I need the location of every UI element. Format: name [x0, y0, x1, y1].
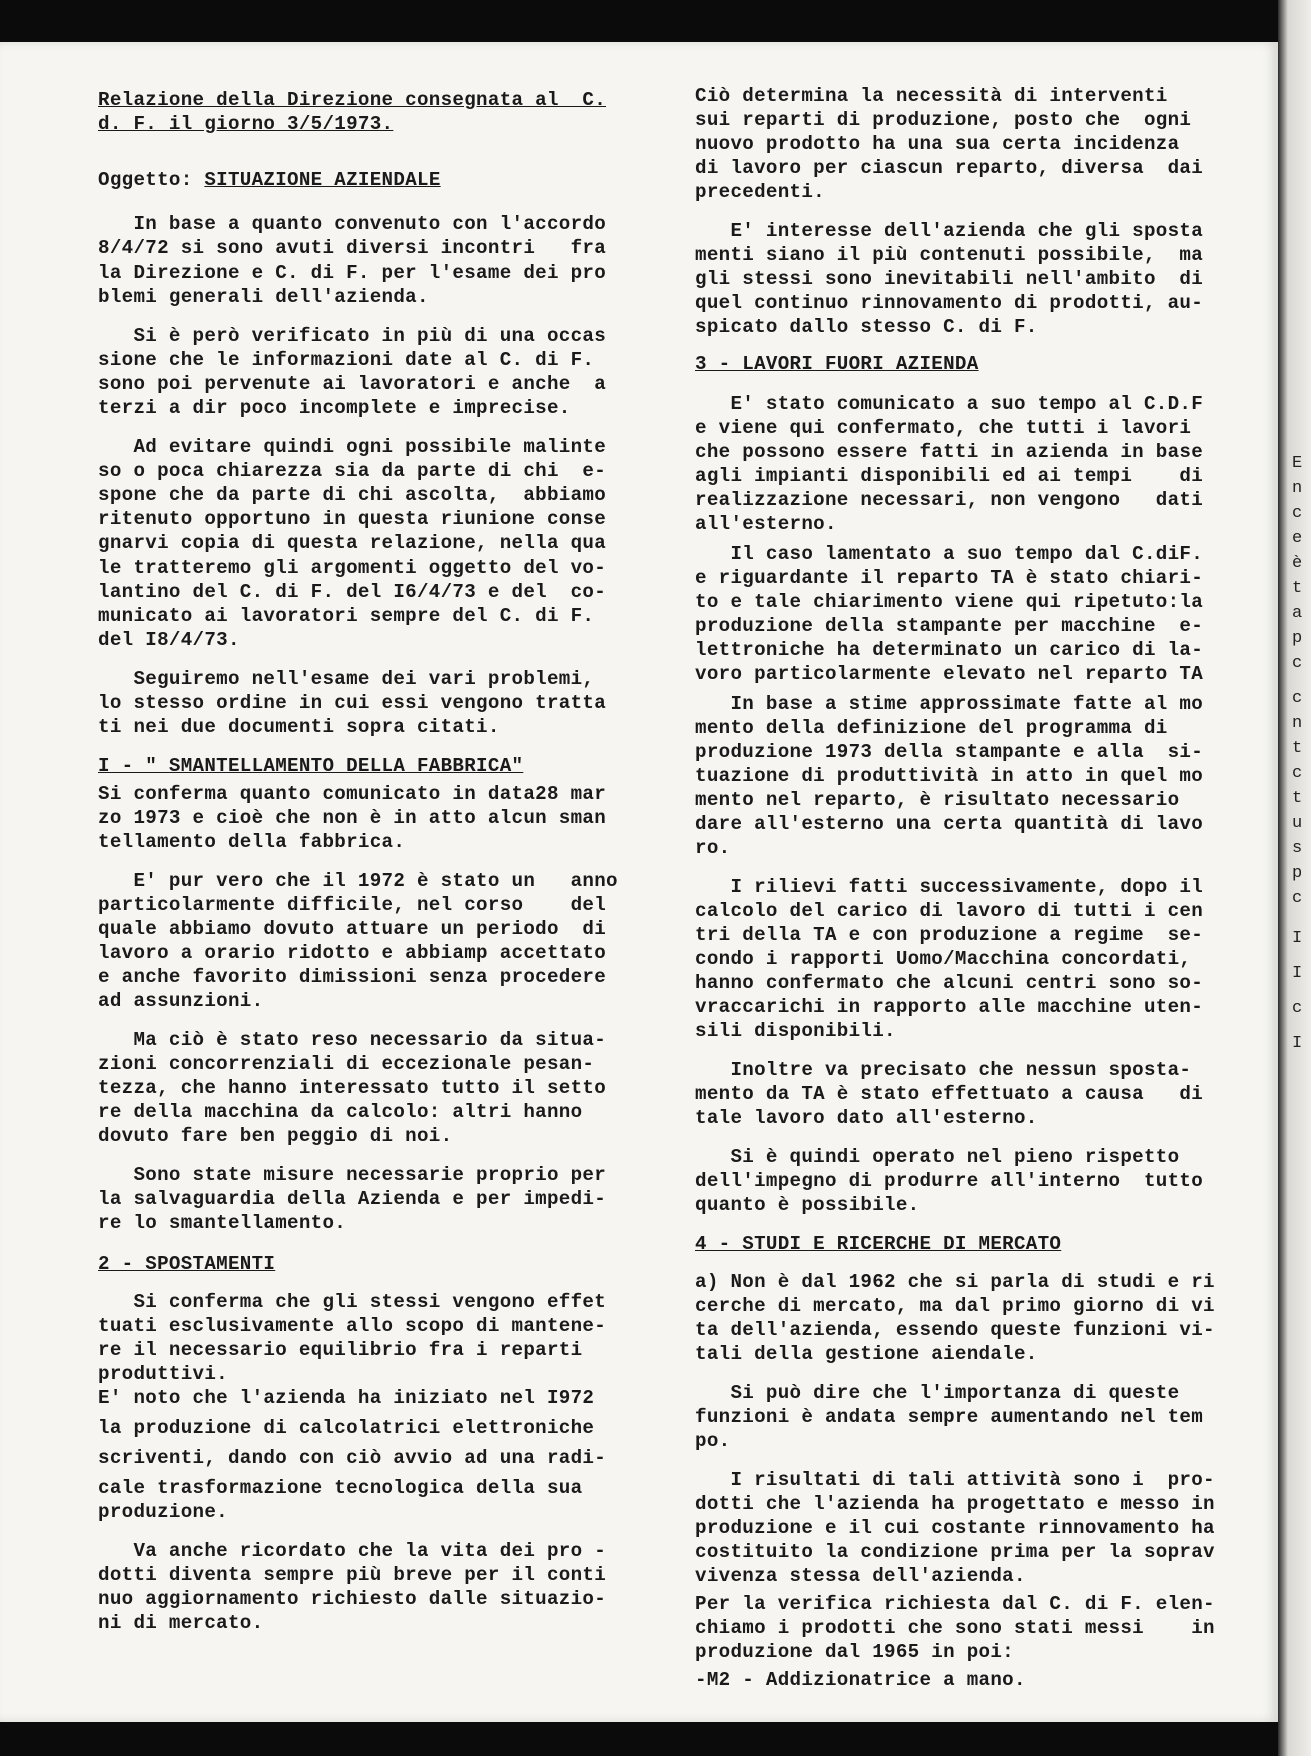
left-column-line: dovuto fare ben peggio di noi. — [98, 1125, 453, 1147]
right-column-line: costituito la condizione prima per la soprav — [695, 1541, 1215, 1563]
right-column-line: -M2 - Addizionatrice a mano. — [695, 1669, 1026, 1691]
right-column-line: 3 - LAVORI FUORI AZIENDA — [695, 353, 979, 375]
right-column-line: I rilievi fatti successivamente, dopo il — [695, 876, 1204, 898]
right-column-line: dare all'esterno una certa quantità di lavo — [695, 813, 1204, 835]
left-column-line: produttivi. — [98, 1363, 228, 1385]
edge-fragment: n — [1292, 714, 1303, 733]
left-column-line: zo 1973 e cioè che non è in atto alcun sman — [98, 807, 607, 829]
left-column-line: cale trasformazione tecnologica della sua — [98, 1477, 583, 1499]
left-column-line: Sono state misure necessarie proprio per — [98, 1164, 607, 1186]
right-column-line: gli stessi sono inevitabili nell'ambito di — [695, 268, 1204, 290]
left-column-line: terzi a dir poco incomplete e imprecise. — [98, 397, 571, 419]
left-column-line: nuo aggiornamento richiesto dalle situazio- — [98, 1588, 607, 1610]
right-column-line: Inoltre va precisato che nessun sposta- — [695, 1059, 1192, 1081]
right-column-line: che possono essere fatti in azienda in base — [695, 441, 1204, 463]
right-column-line: Si è quindi operato nel pieno rispetto — [695, 1146, 1180, 1168]
left-column-line: I - " SMANTELLAMENTO DELLA FABBRICA" — [98, 755, 524, 777]
right-column-line: vraccarichi in rapporto alle macchine uten- — [695, 996, 1204, 1018]
right-column-line: funzioni è andata sempre aumentando nel tem — [695, 1406, 1204, 1428]
right-column-line: Ciò determina la necessità di interventi — [695, 85, 1168, 107]
edge-fragment: c — [1292, 889, 1303, 908]
left-column-line: sono poi pervenute ai lavoratori e anche a — [98, 373, 607, 395]
left-column-line: zioni concorrenziali di eccezionale pesan- — [98, 1053, 595, 1075]
left-column-line: lavoro a orario ridotto e abbiamp accettato — [98, 942, 607, 964]
edge-fragment: c — [1292, 504, 1303, 523]
document-header-line-1: Relazione della Direzione consegnata al C. — [98, 89, 607, 111]
right-column-line: agli impianti disponibili ed ai tempi di — [695, 465, 1204, 487]
right-column-line: calcolo del carico di lavoro di tutti i cen — [695, 900, 1204, 922]
right-column-line: ta dell'azienda, essendo queste funzioni vi- — [695, 1319, 1215, 1341]
right-column-line: po. — [695, 1430, 731, 1452]
edge-fragment: n — [1292, 479, 1303, 498]
right-column-line: E' interesse dell'azienda che gli sposta — [695, 220, 1204, 242]
right-column-line: 4 - STUDI E RICERCHE DI MERCATO — [695, 1233, 1062, 1255]
right-column-line: hanno confermato che alcuni centri sono so- — [695, 972, 1204, 994]
edge-fragment: I — [1292, 929, 1303, 948]
right-column-line: menti siano il più contenuti possibile, ma — [695, 244, 1204, 266]
right-column-line: mento nel reparto, è risultato necessario — [695, 789, 1180, 811]
right-column-line: voro particolarmente elevato nel reparto TA — [695, 663, 1204, 685]
right-column-line: tale lavoro dato all'esterno. — [695, 1107, 1038, 1129]
document-page — [0, 42, 1278, 1722]
edge-fragment: c — [1292, 654, 1303, 673]
left-column-line: re lo smantellamento. — [98, 1212, 347, 1234]
subject-line — [98, 168, 441, 192]
left-column-line: ni di mercato. — [98, 1612, 264, 1634]
edge-fragment: p — [1292, 629, 1303, 648]
right-column-line: E' stato comunicato a suo tempo al C.D.F — [695, 393, 1204, 415]
edge-fragment: è — [1292, 554, 1303, 573]
right-column-line: dotti che l'azienda ha progettato e messo in — [695, 1493, 1215, 1515]
edge-fragment: E — [1292, 454, 1303, 473]
left-column-line: ritenuto opportuno in questa riunione conse — [98, 508, 607, 530]
right-column-line: e riguardante il reparto TA è stato chiari- — [695, 567, 1204, 589]
right-column-line: chiamo i prodotti che sono stati messi in — [695, 1617, 1215, 1639]
left-column-line: Ma ciò è stato reso necessario da situa- — [98, 1029, 607, 1051]
edge-fragment: a — [1292, 604, 1303, 623]
left-column-line: Si è però verificato in più di una occas — [98, 325, 607, 347]
edge-fragment: e — [1292, 529, 1303, 548]
right-column-line: I risultati di tali attività sono i pro- — [695, 1469, 1215, 1491]
left-column-line: so o poca chiarezza sia da parte di chi e- — [98, 460, 607, 482]
edge-fragment: c — [1292, 764, 1303, 783]
left-column-line: ti nei due documenti sopra citati. — [98, 716, 500, 738]
right-column-line: Si può dire che l'importanza di queste — [695, 1382, 1180, 1404]
left-column-line: scriventi, dando con ciò avvio ad una radi- — [98, 1447, 607, 1469]
right-column-line: cerche di mercato, ma dal primo giorno di vi — [695, 1295, 1215, 1317]
edge-fragment: t — [1292, 789, 1303, 808]
edge-fragment: I — [1292, 964, 1303, 983]
edge-fragment: c — [1292, 689, 1303, 708]
right-column-line: produzione della stampante per macchine e- — [695, 615, 1204, 637]
left-column-line: E' noto che l'azienda ha iniziato nel I972 — [98, 1387, 595, 1409]
left-column-line: 8/4/72 si sono avuti diversi incontri fra — [98, 237, 607, 259]
right-column-line: tri della TA e con produzione a regime se- — [695, 924, 1204, 946]
left-column-line: Ad evitare quindi ogni possibile malinte — [98, 436, 607, 458]
left-column-line: re della macchina da calcolo: altri hanno — [98, 1101, 583, 1123]
left-column-line: quale abbiamo dovuto attuare un periodo di — [98, 918, 607, 940]
right-column-line: mento da TA è stato effettuato a causa di — [695, 1083, 1204, 1105]
left-column-line: Va anche ricordato che la vita dei pro - — [98, 1540, 607, 1562]
adjacent-page-edge — [1278, 0, 1311, 1756]
left-column-line: 2 - SPOSTAMENTI — [98, 1253, 276, 1275]
left-column-line: le tratteremo gli argomenti oggetto del vo- — [98, 557, 607, 579]
left-column-line: municato ai lavoratori sempre del C. di F. — [98, 605, 595, 627]
right-column-line: condo i rapporti Uomo/Macchina concordati, — [695, 948, 1192, 970]
edge-fragment: t — [1292, 579, 1303, 598]
left-column-line: produzione. — [98, 1501, 228, 1523]
right-column-line: tuazione di produttività in atto in quel mo — [695, 765, 1204, 787]
left-column-line: la salvaguardia della Azienda e per impedi- — [98, 1188, 607, 1210]
subject-label: Oggetto: — [98, 169, 205, 191]
right-column-line: all'esterno. — [695, 513, 837, 535]
left-column-line: tellamento della fabbrica. — [98, 831, 406, 853]
right-column-line: di lavoro per ciascun reparto, diversa dai — [695, 157, 1204, 179]
left-column-line: blemi generali dell'azienda. — [98, 286, 429, 308]
left-column-line: In base a quanto convenuto con l'accordo — [98, 213, 607, 235]
left-column-line: tuati esclusivamente allo scopo di mantene- — [98, 1315, 607, 1337]
left-column-line: Seguiremo nell'esame dei vari problemi, — [98, 668, 595, 690]
left-column-line: tezza, che hanno interessato tutto il setto — [98, 1077, 607, 1099]
right-column-line: Il caso lamentato a suo tempo dal C.diF. — [695, 543, 1204, 565]
right-column-line: dell'impegno di produrre all'interno tutto — [695, 1170, 1204, 1192]
left-column-line: particolarmente difficile, nel corso del — [98, 894, 607, 916]
right-column-line: precedenti. — [695, 181, 825, 203]
left-column-line: Si conferma che gli stessi vengono effet — [98, 1291, 607, 1313]
document-header-line-2: d. F. il giorno 3/5/1973. — [98, 113, 394, 135]
left-column-line: gnarvi copia di questa relazione, nella qua — [98, 532, 607, 554]
left-column-line: lantino del C. di F. del I6/4/73 e del co- — [98, 581, 607, 603]
right-column-line: realizzazione necessari, non vengono dati — [695, 489, 1204, 511]
right-column-line: quanto è possibile. — [695, 1194, 920, 1216]
edge-fragment: c — [1292, 999, 1303, 1018]
right-column-line: to e tale chiarimento viene qui ripetuto:la — [695, 591, 1204, 613]
edge-fragment: u — [1292, 814, 1303, 833]
left-column-line: Si conferma quanto comunicato in data28 mar — [98, 783, 607, 805]
left-column-line: re il necessario equilibrio fra i reparti — [98, 1339, 583, 1361]
left-column-line: sione che le informazioni date al C. di F. — [98, 349, 595, 371]
left-column-line: la produzione di calcolatrici elettroniche — [98, 1417, 595, 1439]
right-column-line: sui reparti di produzione, posto che ogni — [695, 109, 1192, 131]
right-column-line: nuovo prodotto ha una sua certa incidenza — [695, 133, 1180, 155]
right-column-line: lettroniche ha determinato un carico di la- — [695, 639, 1204, 661]
subject-title: SITUAZIONE AZIENDALE — [204, 169, 441, 191]
right-column-line: vivenza stessa dell'azienda. — [695, 1565, 1026, 1587]
edge-fragment: s — [1292, 839, 1303, 858]
left-column-line: dotti diventa sempre più breve per il conti — [98, 1564, 607, 1586]
right-column-line: spicato dallo stesso C. di F. — [695, 316, 1038, 338]
edge-fragment: I — [1292, 1034, 1303, 1053]
right-column-line: In base a stime approssimate fatte al mo — [695, 693, 1204, 715]
right-column-line: e viene qui confermato, che tutti i lavori — [695, 417, 1192, 439]
right-column-line: produzione 1973 della stampante e alla si- — [695, 741, 1204, 763]
right-column-line: tali della gestione aiendale. — [695, 1343, 1038, 1365]
left-column-line: ad assunzioni. — [98, 990, 264, 1012]
edge-fragment: p — [1292, 864, 1303, 883]
right-column-line: ro. — [695, 837, 731, 859]
left-column-line: la Direzione e C. di F. per l'esame dei pro — [98, 262, 607, 284]
right-column-line: produzione dal 1965 in poi: — [695, 1641, 1014, 1663]
left-column-line: e anche favorito dimissioni senza procedere — [98, 966, 607, 988]
right-column-line: mento della definizione del programma di — [695, 717, 1168, 739]
left-column-line: spone che da parte di chi ascolta, abbiamo — [98, 484, 607, 506]
edge-fragment: t — [1292, 739, 1303, 758]
right-column-line: produzione e il cui costante rinnovamento ha — [695, 1517, 1215, 1539]
right-column-line: a) Non è dal 1962 che si parla di studi e ri — [695, 1271, 1215, 1293]
left-column-line: lo stesso ordine in cui essi vengono tratta — [98, 692, 607, 714]
right-column-line: sili disponibili. — [695, 1020, 896, 1042]
right-column-line: Per la verifica richiesta dal C. di F. elen- — [695, 1593, 1215, 1615]
right-column-line: quel continuo rinnovamento di prodotti, au- — [695, 292, 1204, 314]
left-column-line: E' pur vero che il 1972 è stato un anno — [98, 870, 618, 892]
left-column-line: del I8/4/73. — [98, 629, 240, 651]
